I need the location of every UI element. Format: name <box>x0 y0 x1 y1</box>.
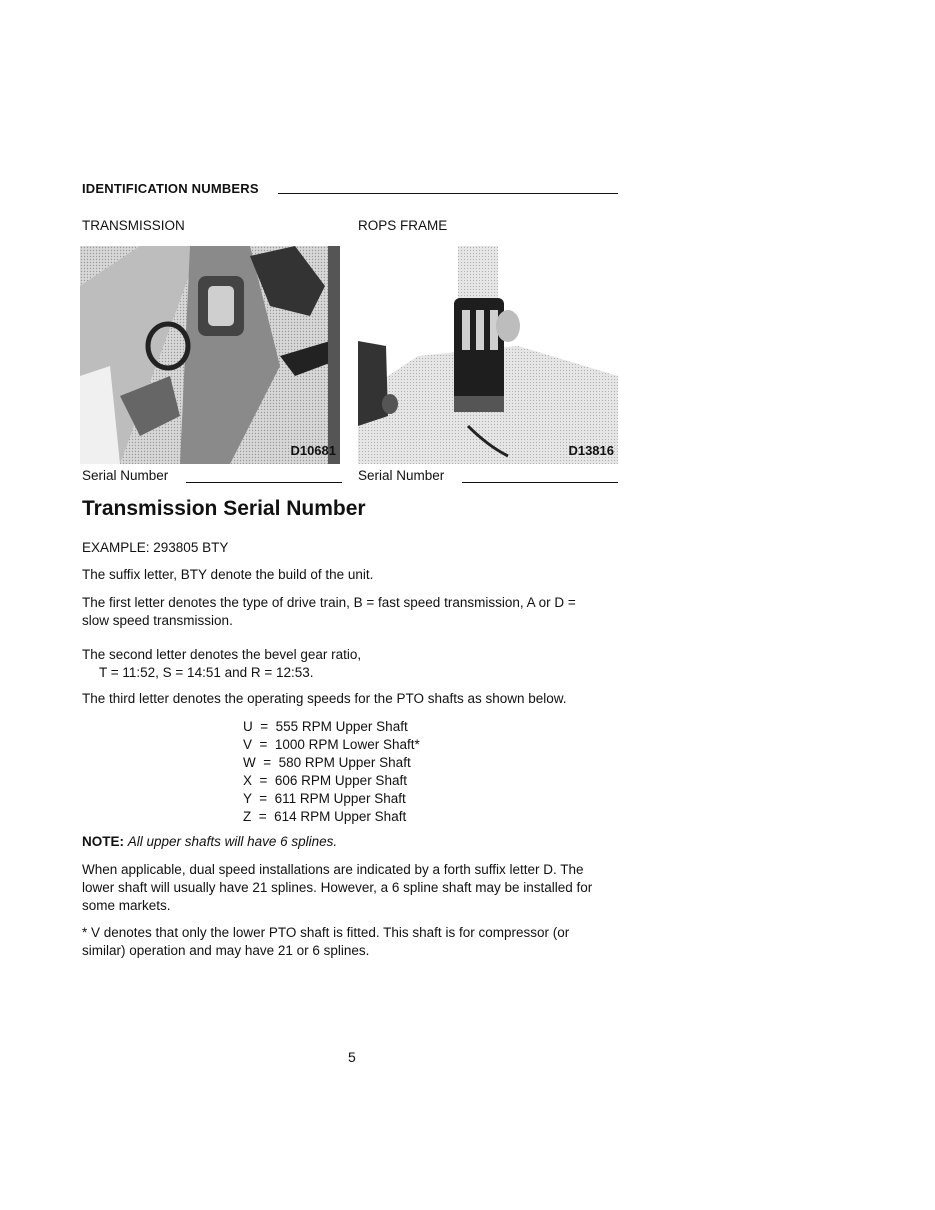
list-item: Z = 614 RPM Upper Shaft <box>243 809 407 824</box>
rops-frame-photo-code: D13816 <box>568 443 614 458</box>
figure-caption-rops-frame: ROPS FRAME <box>358 218 448 233</box>
rops-serial-label: Serial Number <box>358 468 445 483</box>
paragraph-suffix: The suffix letter, BTY denote the build of the unit. <box>82 567 374 582</box>
section-title: Transmission Serial Number <box>82 497 366 520</box>
paragraph-line: The first letter denotes the type of drive train, B = fast speed transmission, A or D = <box>82 595 576 610</box>
list-item: W = 580 RPM Upper Shaft <box>243 755 411 770</box>
paragraph-line: * V denotes that only the lower PTO shaft is fitted. This shaft is for compressor (or <box>82 925 570 940</box>
paragraph-first-letter <box>82 594 622 630</box>
paragraph-line: similar) operation and may have 21 or 6 splines. <box>82 943 370 958</box>
header-rule <box>278 193 618 194</box>
transmission-serial-label: Serial Number <box>82 468 169 483</box>
section-header: IDENTIFICATION NUMBERS <box>82 181 259 196</box>
note-text: All upper shafts will have 6 splines. <box>127 834 338 849</box>
list-item: U = 555 RPM Upper Shaft <box>243 719 408 734</box>
paragraph-dual-speed <box>82 861 627 915</box>
figure-caption-transmission: TRANSMISSION <box>82 218 185 233</box>
pto-speed-code-list <box>243 718 420 826</box>
list-item: V = 1000 RPM Lower Shaft* <box>243 737 420 752</box>
paragraph-third-letter: The third letter denotes the operating speeds for the PTO shafts as shown below. <box>82 691 567 706</box>
note-label: NOTE: <box>82 834 124 849</box>
paragraph-line: slow speed transmission. <box>82 613 233 628</box>
paragraph-second-letter <box>82 646 622 682</box>
rops-frame-photo <box>358 246 618 464</box>
rops-serial-line <box>462 482 618 483</box>
paragraph-line: The second letter denotes the bevel gear ratio, <box>82 647 362 662</box>
list-item: Y = 611 RPM Upper Shaft <box>243 791 406 806</box>
paragraph-footnote <box>82 924 627 960</box>
transmission-photo <box>80 246 340 464</box>
transmission-serial-line <box>186 482 342 483</box>
paragraph-line: T = 11:52, S = 14:51 and R = 12:53. <box>99 665 314 680</box>
page-number: 5 <box>348 1049 356 1065</box>
rops-frame-photo-graphic <box>358 246 618 464</box>
transmission-photo-graphic <box>80 246 340 464</box>
example-text: EXAMPLE: 293805 BTY <box>82 540 229 555</box>
transmission-photo-code: D10681 <box>290 443 336 458</box>
list-item: X = 606 RPM Upper Shaft <box>243 773 407 788</box>
note <box>82 833 337 851</box>
paragraph-line: some markets. <box>82 898 171 913</box>
paragraph-line: lower shaft will usually have 21 splines. However, a 6 spline shaft may be installed for <box>82 880 593 895</box>
paragraph-line: When applicable, dual speed installations are indicated by a forth suffix letter D. The <box>82 862 584 877</box>
